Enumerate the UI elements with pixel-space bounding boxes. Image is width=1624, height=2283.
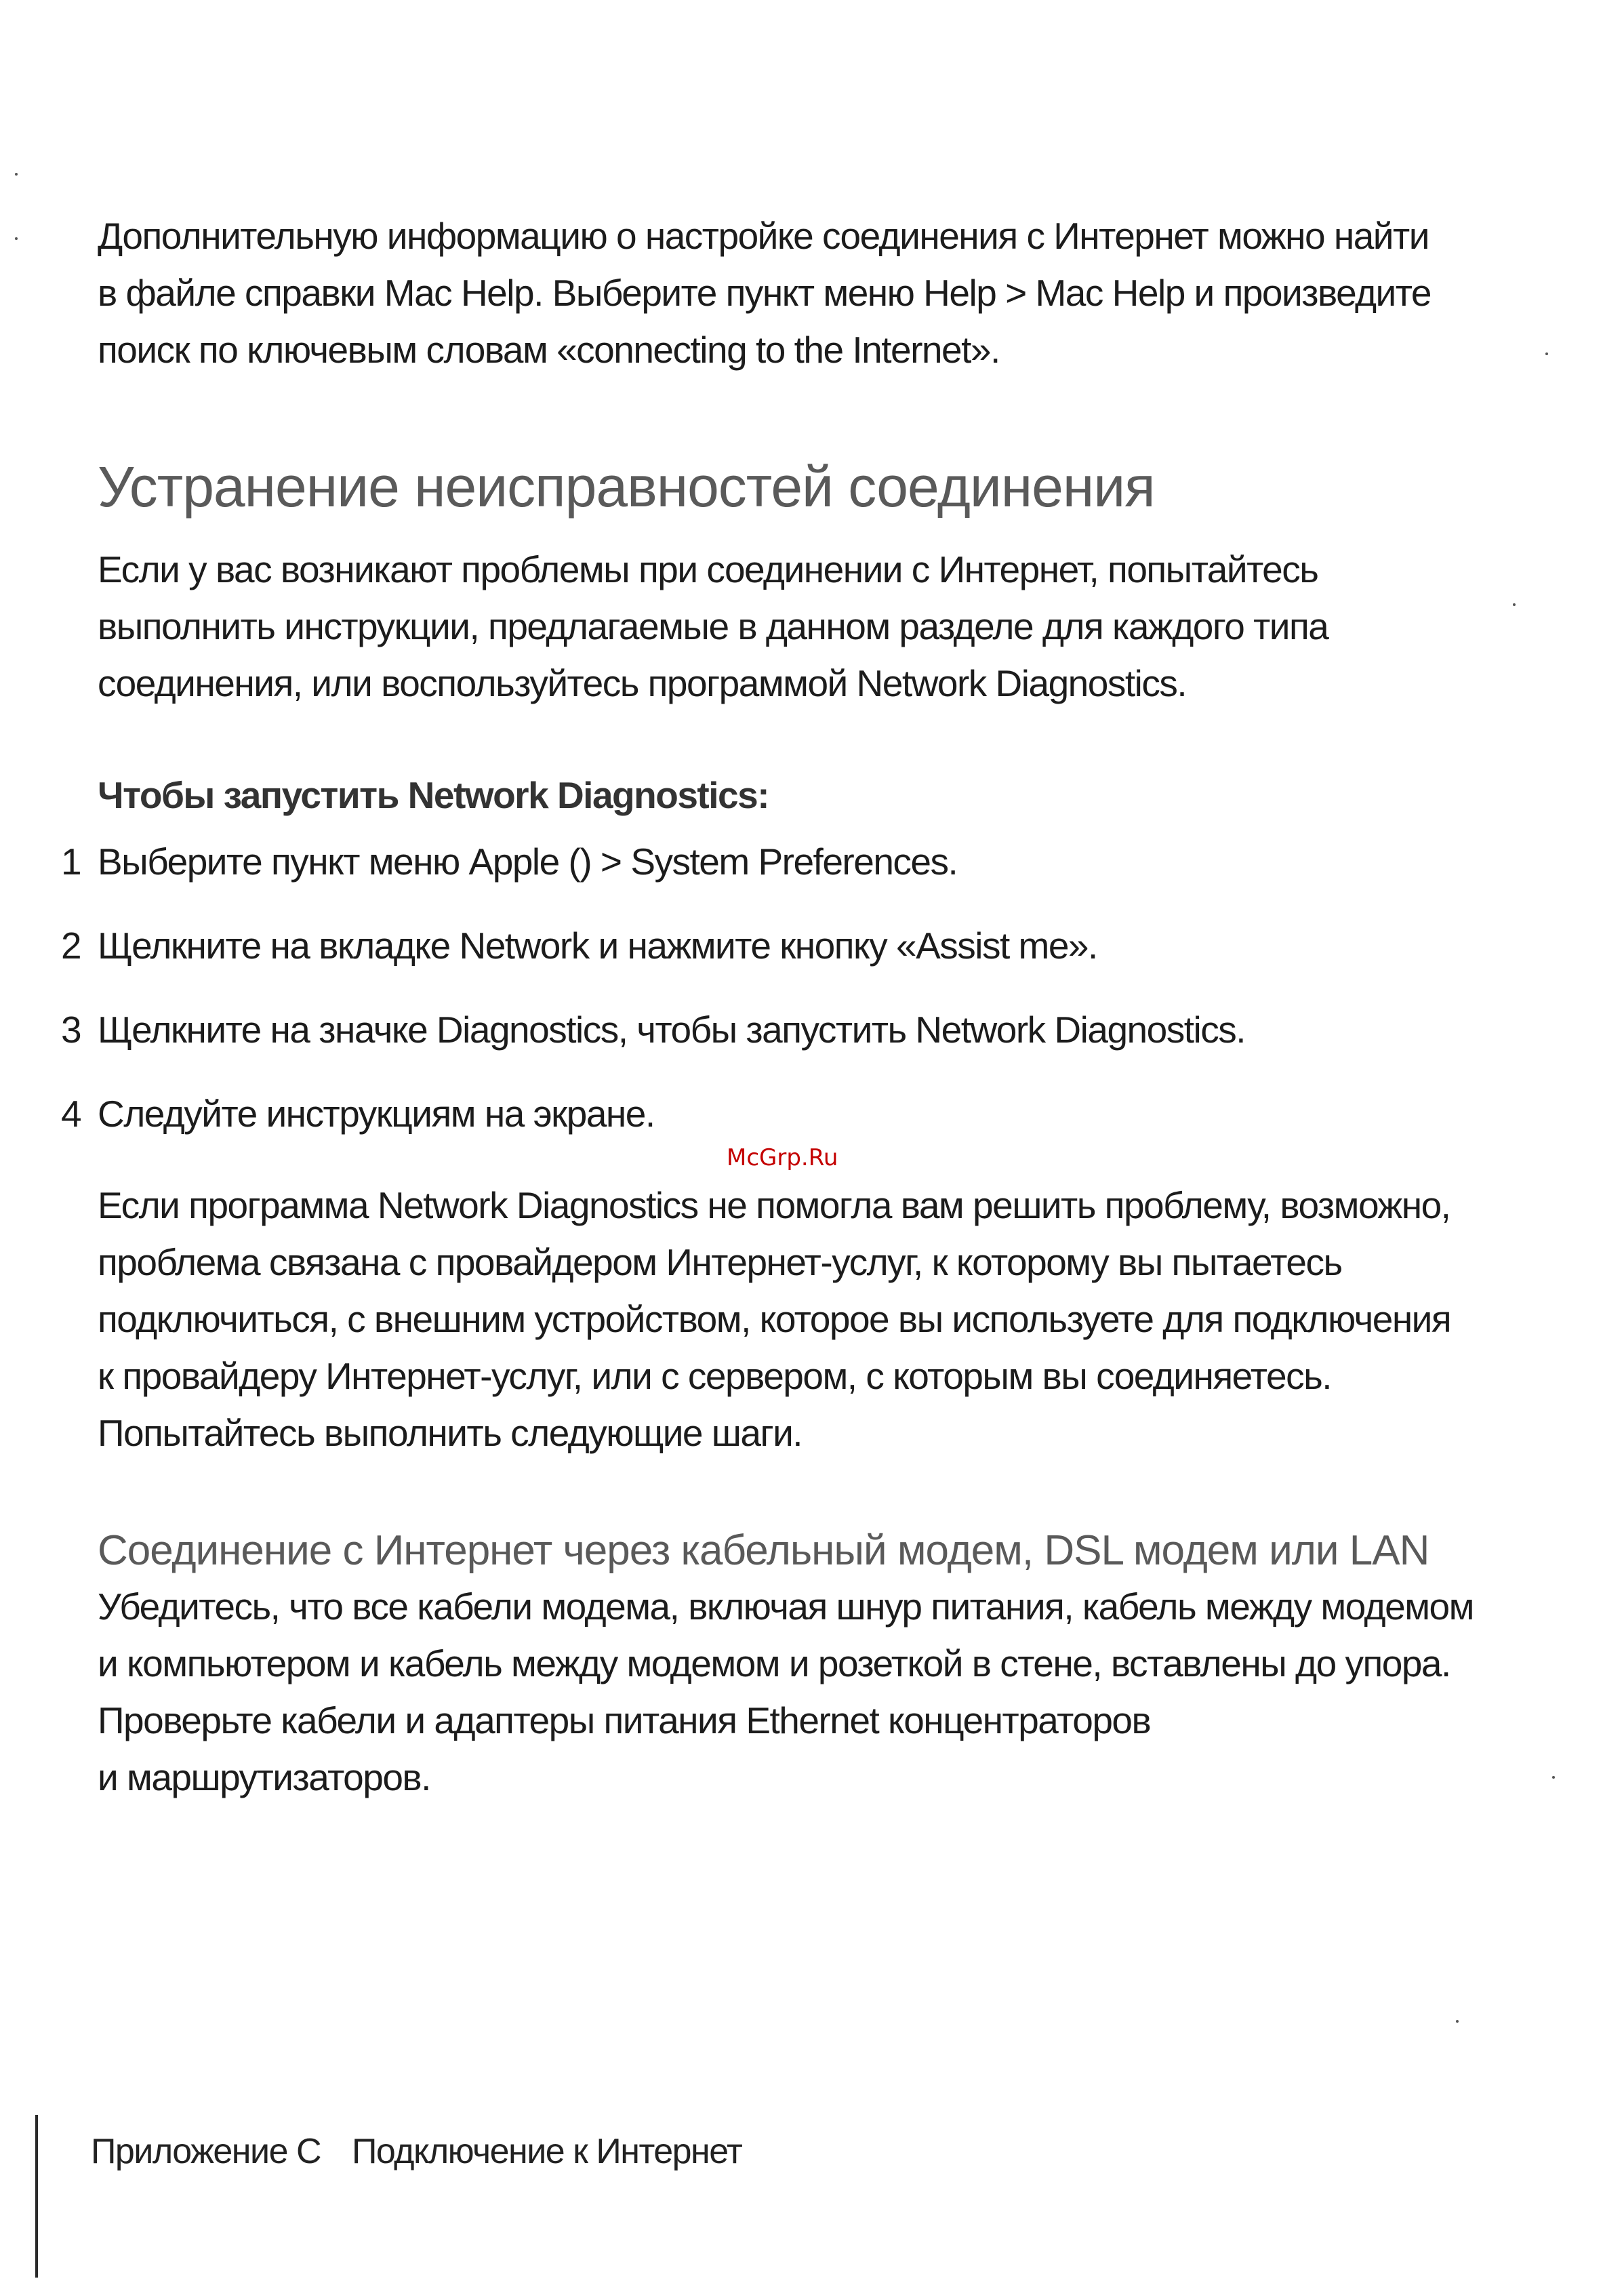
- step-number: 4: [61, 1093, 81, 1135]
- subsection-heading: Соединение с Интернет через кабельный модем, DSL модем или LAN: [98, 1527, 1429, 1574]
- footer-appendix-label: Приложение С: [91, 2132, 321, 2171]
- margin-rule-divider: [35, 2115, 38, 2278]
- section-paragraph: Если у вас возникают проблемы при соединении с Интернет, попытайтесь выполнить инструкции, предлагаемые в данном разделе для каждого типа соединения, или воспользуйтесь программой Network Diagnostics.: [98, 548, 1328, 704]
- scan-speck: [1552, 1776, 1555, 1779]
- scan-speck: [1545, 352, 1548, 355]
- scan-speck: [15, 173, 18, 176]
- scan-speck: [1456, 2020, 1459, 2023]
- scan-speck: [1513, 603, 1516, 606]
- step-text: Выберите пункт меню Apple () > System Preferences.: [98, 841, 958, 883]
- step-text: Следуйте инструкциям на экране.: [98, 1093, 655, 1135]
- subsection-paragraph: Убедитесь, что все кабели модема, включая шнур питания, кабель между модемом и компьютером и кабель между модемом и розеткой в стене, вставлены до упора. Проверьте кабели и адаптеры питания Ethernet концентраторов и маршрутизаторов.: [98, 1585, 1474, 1798]
- section-heading: Устранение неисправностей соединения: [98, 455, 1155, 519]
- watermark-text: McGrp.Ru: [727, 1144, 838, 1171]
- step-number: 2: [61, 925, 81, 967]
- scan-speck: [15, 237, 18, 240]
- step-number: 1: [61, 841, 81, 883]
- intro-paragraph: Дополнительную информацию о настройке соединения с Интернет можно найти в файле справки Mac Help. Выберите пункт меню Help > Mac Help и произведите поиск по ключевым словам «connecting to the Internet».: [98, 215, 1431, 371]
- page-footer: [91, 2128, 742, 2175]
- after-steps-paragraph: Если программа Network Diagnostics не помогла вам решить проблему, возможно, проблема связана с провайдером Интернет-услуг, к которому вы пытаетесь подключиться, с внешним устройством, которое вы используете для подключения к провайдеру Интернет-услуг, или с сервером, с которым вы соединяетесь. Попытайтесь выполнить следующие шаги.: [98, 1184, 1451, 1454]
- step-text: Щелкните на значке Diagnostics, чтобы запустить Network Diagnostics.: [98, 1009, 1245, 1051]
- procedure-lead: Чтобы запустить Network Diagnostics:: [98, 774, 769, 816]
- footer-chapter-title: Подключение к Интернет: [352, 2132, 742, 2171]
- step-number: 3: [61, 1009, 81, 1051]
- step-text: Щелкните на вкладке Network и нажмите кнопку «Assist me».: [98, 925, 1097, 967]
